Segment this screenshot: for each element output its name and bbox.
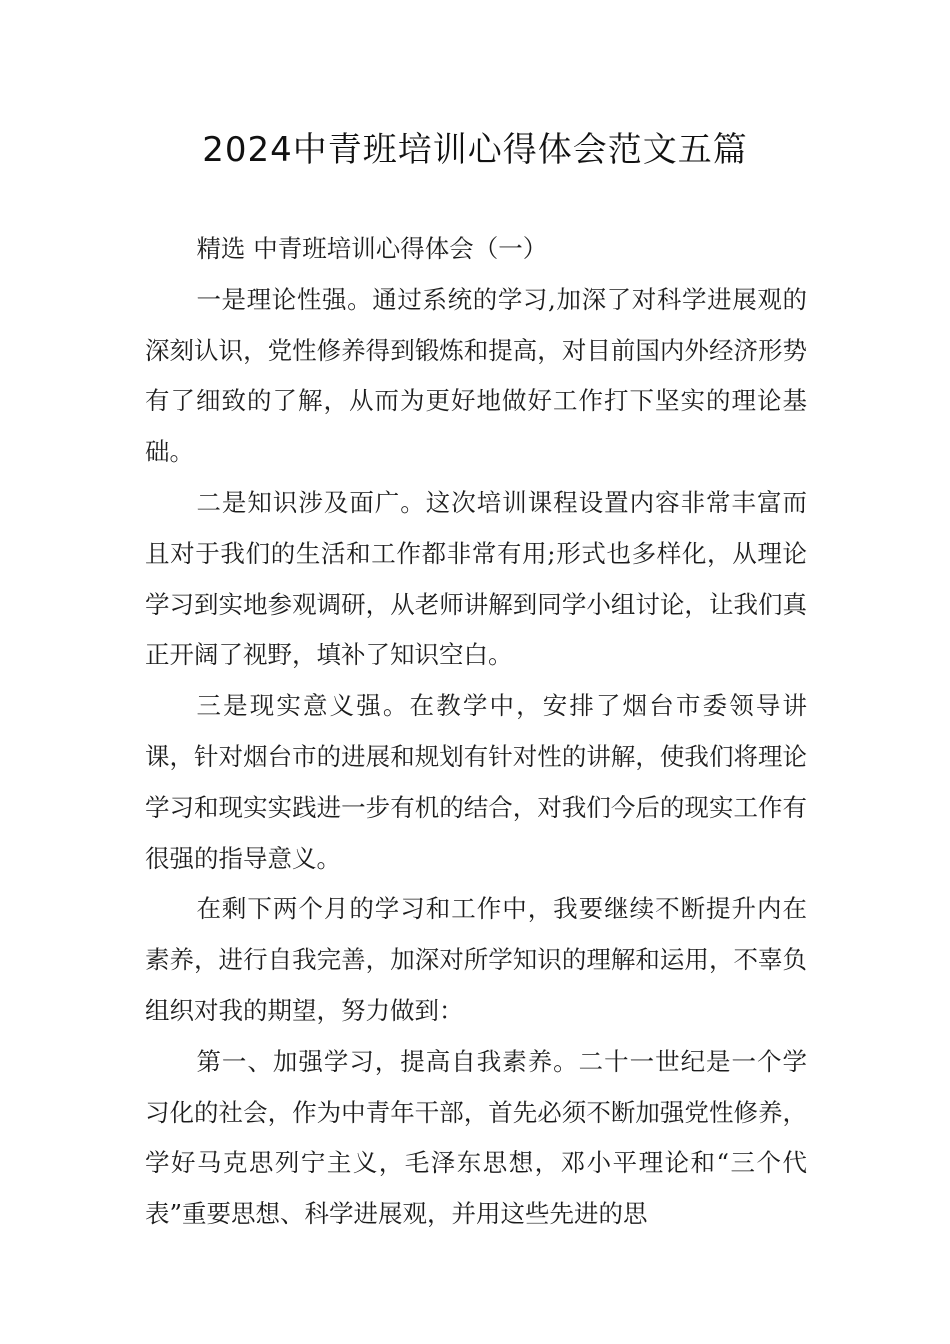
- body-paragraph: 三是现实意义强。在教学中，安排了烟台市委领导讲课，针对烟台市的进展和规划有针对性的讲解，使我们将理论学习和现实实践进一步有机的结合，对我们今后的现实工作有很强的指导意义。: [145, 691, 807, 873]
- document-title: 2024中青班培训心得体会范文五篇: [202, 130, 748, 170]
- document-body: [145, 224, 807, 1240]
- body-paragraph: 第一、加强学习，提高自我素养。二十一世纪是一个学习化的社会，作为中青年干部，首先必须不断加强党性修养，学好马克思列宁主义，毛泽东思想，邓小平理论和“三个代表”重要思想、科学进展观，并用这些先进的思: [145, 1046, 807, 1229]
- body-paragraph: 二是知识涉及面广。这次培训课程设置内容非常丰富而且对于我们的生活和工作都非常有用;形式也多样化，从理论学习到实地参观调研，从老师讲解到同学小组讨论，让我们真正开阔了视野，填补了知识空白。: [145, 487, 807, 670]
- section-heading: 精选 中青班培训心得体会（一）: [196, 234, 548, 263]
- body-paragraph: 在剩下两个月的学习和工作中，我要继续不断提升内在素养，进行自我完善，加深对所学知识的理解和运用，不辜负组织对我的期望，努力做到：: [145, 894, 807, 1025]
- body-paragraph: 一是理论性强。通过系统的学习,加深了对科学进展观的深刻认识，党性修养得到锻炼和提高，对目前国内外经济形势有了细致的了解，从而为更好地做好工作打下坚实的理论基础。: [145, 284, 807, 467]
